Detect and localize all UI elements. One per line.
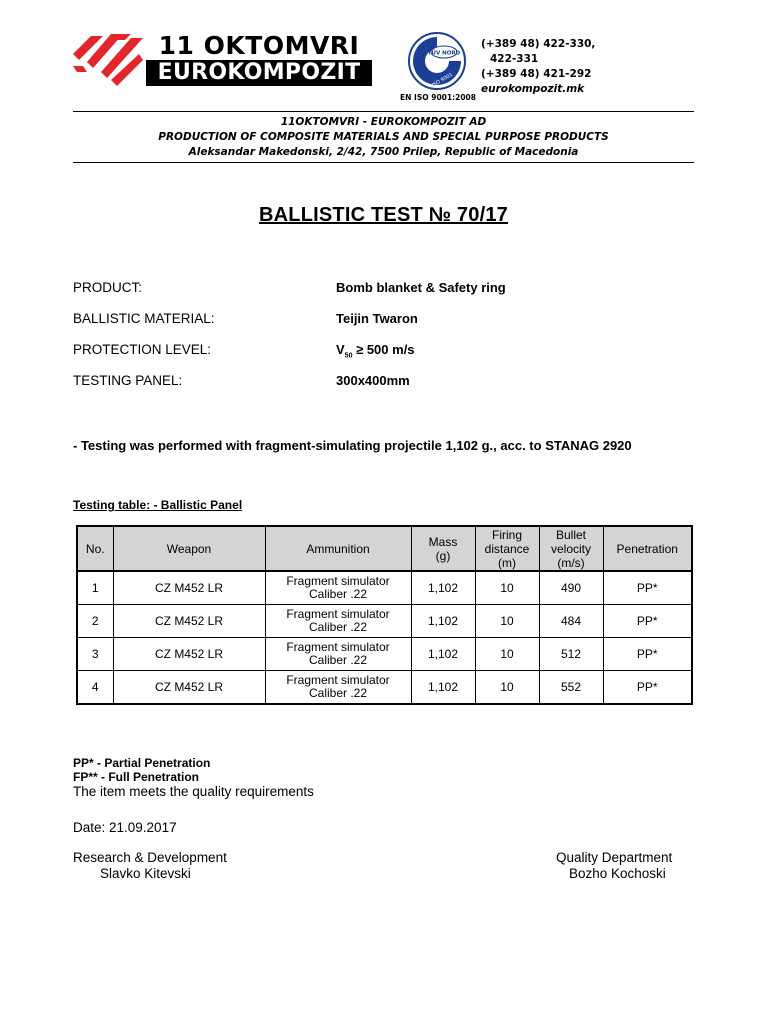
cert-iso-text: ISO 9001 — [431, 71, 454, 89]
results-table — [76, 525, 693, 705]
certification-seal-icon — [401, 31, 473, 91]
table-header-row — [77, 526, 692, 571]
header-no — [77, 526, 113, 571]
cell-bullet-velocity: 484 — [539, 605, 603, 638]
protection-level-label: PROTECTION LEVEL: — [73, 342, 212, 357]
signature-left-name: Slavko Kitevski — [100, 866, 191, 881]
cell-firing-distance: 10 — [475, 671, 539, 705]
cell-no: 2 — [77, 605, 113, 638]
header-penetration — [603, 526, 692, 571]
header-divider-top — [73, 111, 694, 112]
protection-level-suffix: ≥ 500 m/s — [352, 342, 415, 357]
header-ammunition-text: Ammunition — [306, 541, 370, 556]
table-row — [77, 571, 692, 605]
cell-no: 1 — [77, 571, 113, 605]
cell-ammunition: Fragment simulator Caliber .22 — [265, 671, 411, 705]
product-label: PRODUCT: — [73, 280, 143, 295]
protection-level-value — [336, 342, 415, 360]
cell-mass: 1,102 — [411, 671, 475, 705]
legend-full-penetration: FP** - Full Penetration — [73, 770, 200, 784]
cell-firing-distance: 10 — [475, 605, 539, 638]
header-firing-distance — [475, 526, 539, 571]
header-penetration-text: Penetration — [616, 541, 678, 556]
cell-penetration: PP* — [603, 638, 692, 671]
protection-level-sub: 50 — [344, 352, 353, 360]
ballistic-material-label: BALLISTIC MATERIAL: — [73, 311, 215, 326]
cell-penetration: PP* — [603, 571, 692, 605]
cell-weapon: CZ M452 LR — [113, 571, 265, 605]
cert-badge-text: TÜV NORD — [427, 50, 461, 57]
contact-phone1-cont: 422-331 — [490, 53, 539, 65]
cell-weapon: CZ M452 LR — [113, 671, 265, 705]
table-row — [77, 638, 692, 671]
header-weapon-text: Weapon — [166, 541, 212, 556]
cell-firing-distance: 10 — [475, 571, 539, 605]
company-name: 11OKTOMVRI - EUROKOMPOZIT AD — [280, 116, 487, 128]
testing-panel-label: TESTING PANEL: — [73, 373, 183, 388]
cell-firing-distance: 10 — [475, 638, 539, 671]
header-weapon — [113, 526, 265, 571]
header-bullet-velocity-text: Bullet velocity (m/s) — [550, 527, 591, 570]
ballistic-material-value: Teijin Twaron — [336, 311, 418, 326]
cell-ammunition: Fragment simulator Caliber .22 — [265, 605, 411, 638]
cell-ammunition: Fragment simulator Caliber .22 — [265, 571, 411, 605]
header-mass — [411, 526, 475, 571]
header-firing-distance-text: Firing distance (m) — [484, 527, 530, 570]
cell-bullet-velocity: 512 — [539, 638, 603, 671]
cell-mass: 1,102 — [411, 638, 475, 671]
cert-label: EN ISO 9001:2008 — [400, 93, 476, 102]
cell-weapon: CZ M452 LR — [113, 638, 265, 671]
brand-wordmark — [146, 33, 372, 86]
signature-right-title: Quality Department — [556, 850, 673, 865]
signature-left-title: Research & Development — [73, 850, 227, 865]
header-ammunition — [265, 526, 411, 571]
legend-partial-penetration: PP* - Partial Penetration — [73, 756, 211, 770]
header-bullet-velocity — [539, 526, 603, 571]
header-no-text: No. — [85, 541, 105, 556]
cell-weapon: CZ M452 LR — [113, 605, 265, 638]
protection-level-prefix: V — [336, 342, 345, 357]
cell-no: 4 — [77, 671, 113, 705]
brand-line2: EUROKOMPOZIT — [146, 60, 372, 86]
header-mass-text: Mass (g) — [428, 534, 458, 563]
document-title: BALLISTIC TEST № 70/17 — [259, 204, 508, 226]
cell-no: 3 — [77, 638, 113, 671]
testing-panel-value: 300x400mm — [336, 373, 410, 388]
header-divider-bottom — [73, 162, 694, 163]
cell-ammunition: Fragment simulator Caliber .22 — [265, 638, 411, 671]
testing-note: - Testing was performed with fragment-simulating projectile 1,102 g., acc. to STANAG 2920 — [73, 438, 632, 453]
product-value: Bomb blanket & Safety ring — [336, 280, 506, 295]
contact-phone2: (+389 48) 421-292 — [481, 68, 592, 80]
brand-line1: 11 OKTOMVRI — [158, 31, 360, 60]
cell-bullet-velocity: 490 — [539, 571, 603, 605]
cell-mass: 1,102 — [411, 605, 475, 638]
contact-website[interactable]: eurokompozit.mk — [481, 83, 585, 95]
company-logo-icon — [73, 34, 143, 86]
signature-right-name: Bozho Kochoski — [569, 866, 666, 881]
company-activity: PRODUCTION OF COMPOSITE MATERIALS AND SPECIAL PURPOSE PRODUCTS — [158, 131, 609, 143]
cell-penetration: PP* — [603, 671, 692, 705]
document-date: Date: 21.09.2017 — [73, 820, 177, 835]
table-row — [77, 605, 692, 638]
table-row — [77, 671, 692, 705]
contact-phone1: (+389 48) 422-330, — [481, 38, 596, 50]
company-address: Aleksandar Makedonski, 2/42, 7500 Prilep, Republic of Macedonia — [188, 146, 579, 158]
cell-mass: 1,102 — [411, 571, 475, 605]
quality-statement: The item meets the quality requirements — [73, 784, 314, 799]
cell-penetration: PP* — [603, 605, 692, 638]
table-caption: Testing table: - Ballistic Panel — [73, 498, 243, 512]
cell-bullet-velocity: 552 — [539, 671, 603, 705]
